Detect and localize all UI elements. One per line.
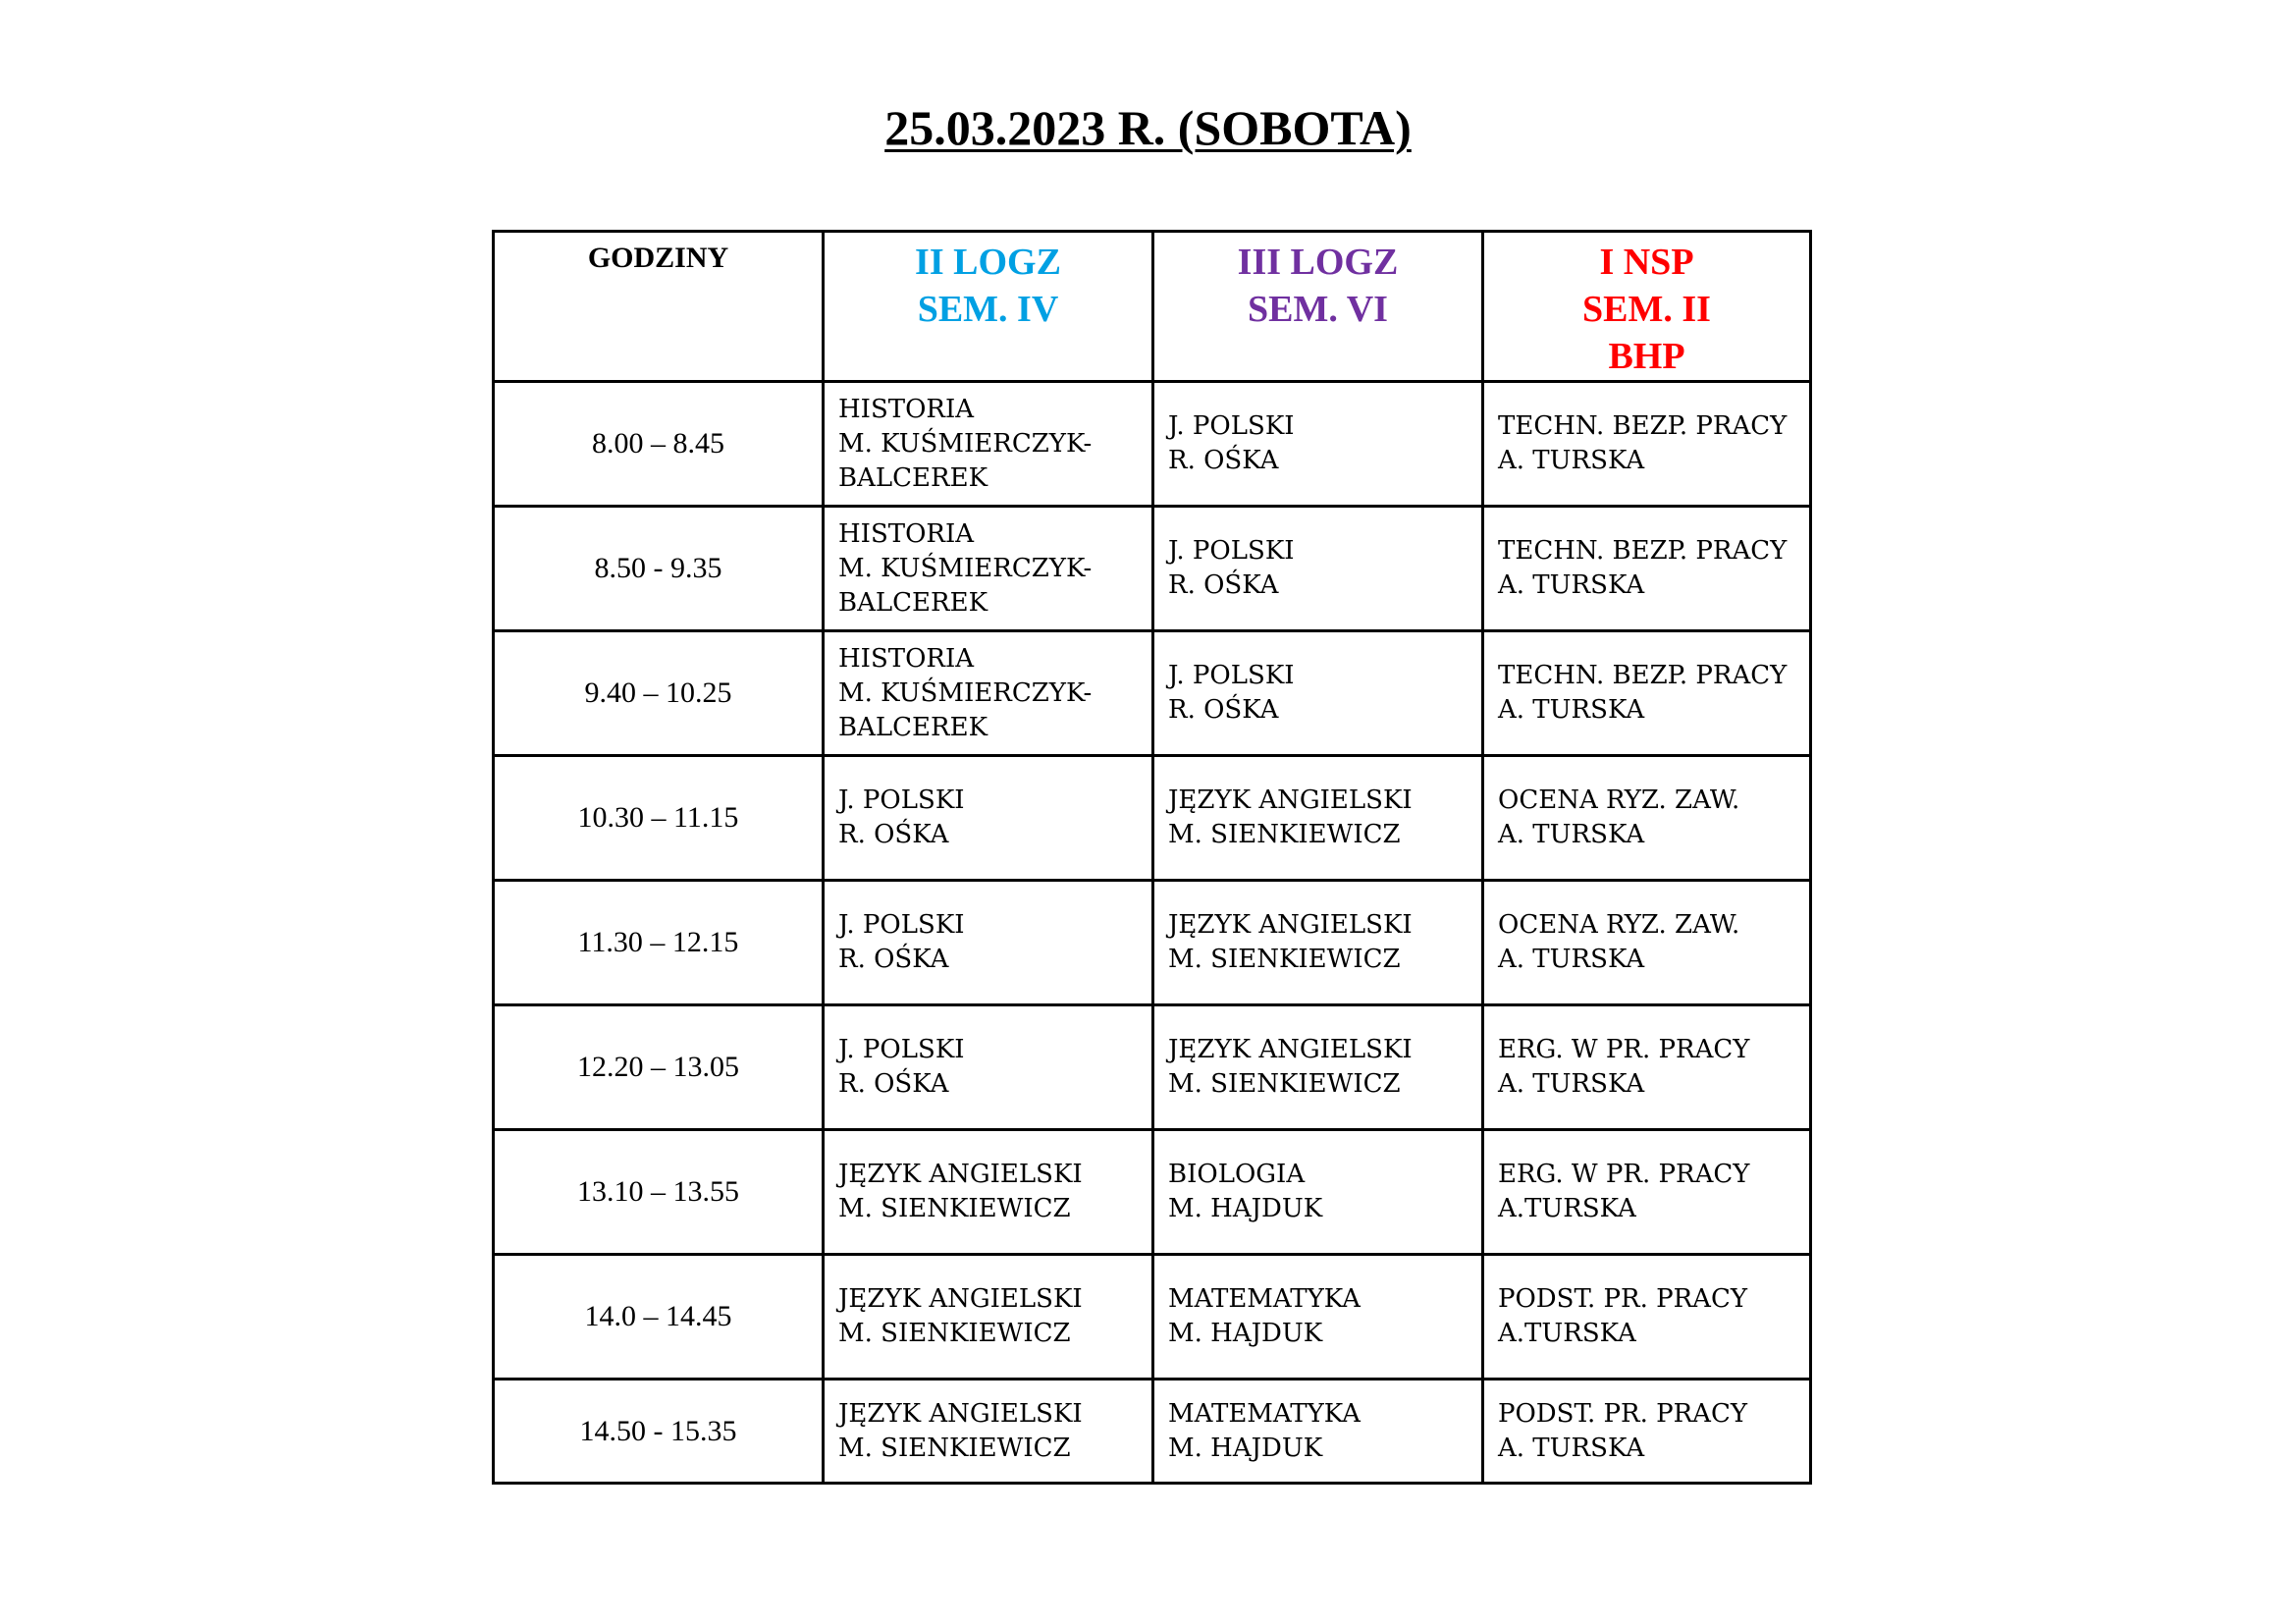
hours-column-header: GODZINY: [494, 232, 824, 382]
teacher-text: A. TURSKA: [1498, 570, 1645, 600]
subject-text: HISTORIA: [838, 518, 975, 549]
subject-text: J. POLSKI: [838, 1035, 965, 1064]
subject-text: TECHN. BEZP. PRACY: [1498, 536, 1788, 566]
subject-text: TECHN. BEZP. PRACY: [1498, 661, 1788, 690]
lesson-cell-iii-logz: [1153, 881, 1483, 1005]
teacher-text: M. KUŚMIERCZYK-: [838, 428, 1093, 459]
teacher-text: M. SIENKIEWICZ: [1168, 945, 1401, 974]
lesson-cell-i-nsp: [1483, 631, 1811, 756]
subject-text: PODST. PR. PRACY: [1498, 1284, 1748, 1314]
time-cell: 13.10 – 13.55: [494, 1130, 824, 1255]
teacher-text: M. SIENKIEWICZ: [838, 1194, 1071, 1223]
subject-text: JĘZYK ANGIELSKI: [1168, 785, 1413, 815]
group-header-line: III LOGZ: [1237, 242, 1399, 283]
subject-text: J. POLSKI: [1168, 411, 1295, 441]
table-row: [494, 382, 1811, 507]
time-cell: 8.00 – 8.45: [494, 382, 824, 507]
subject-text: TECHN. BEZP. PRACY: [1498, 411, 1788, 441]
subject-text: MATEMATYKA: [1168, 1398, 1361, 1429]
lesson-cell-iii-logz: [1153, 1005, 1483, 1130]
time-cell: 9.40 – 10.25: [494, 631, 824, 756]
group-header-i-nsp: [1483, 232, 1811, 382]
teacher-text: M. SIENKIEWICZ: [838, 1433, 1071, 1463]
teacher-text: R. OŚKA: [1168, 695, 1279, 725]
group-header-ii-logz: [824, 232, 1153, 382]
time-cell: 14.0 – 14.45: [494, 1255, 824, 1380]
schedule-table: [492, 230, 1812, 1485]
subject-text: JĘZYK ANGIELSKI: [1168, 1035, 1413, 1064]
teacher-text: R. OŚKA: [1168, 570, 1279, 600]
group-header-line: BHP: [1608, 336, 1685, 377]
schedule-body: [494, 382, 1811, 1484]
table-row: [494, 1380, 1811, 1484]
teacher-text: M. SIENKIEWICZ: [838, 1319, 1071, 1348]
teacher-text: A. TURSKA: [1498, 695, 1645, 725]
teacher-text: A. TURSKA: [1498, 1433, 1645, 1463]
lesson-cell-ii-logz: [824, 631, 1153, 756]
page-title: [0, 98, 2296, 157]
time-cell: 8.50 - 9.35: [494, 507, 824, 631]
subject-text: MATEMATYKA: [1168, 1284, 1361, 1314]
lesson-cell-iii-logz: [1153, 631, 1483, 756]
table-row: [494, 507, 1811, 631]
lesson-cell-ii-logz: [824, 756, 1153, 881]
teacher-text: A.TURSKA: [1498, 1194, 1636, 1223]
subject-text: ERG. W PR. PRACY: [1498, 1035, 1750, 1064]
time-cell: 11.30 – 12.15: [494, 881, 824, 1005]
teacher-text: A. TURSKA: [1498, 1069, 1645, 1099]
lesson-cell-ii-logz: [824, 382, 1153, 507]
subject-text: JĘZYK ANGIELSKI: [1168, 910, 1413, 940]
lesson-cell-i-nsp: [1483, 756, 1811, 881]
page-title-text: 25.03.2023 R. (SOBOTA): [884, 100, 1412, 155]
group-header-line: SEM. VI: [1248, 289, 1388, 330]
subject-text: J. POLSKI: [838, 910, 965, 940]
lesson-cell-i-nsp: [1483, 1005, 1811, 1130]
lesson-cell-ii-logz: [824, 881, 1153, 1005]
lesson-cell-iii-logz: [1153, 1130, 1483, 1255]
lesson-cell-ii-logz: [824, 1255, 1153, 1380]
lesson-cell-iii-logz: [1153, 507, 1483, 631]
subject-text: PODST. PR. PRACY: [1498, 1398, 1748, 1429]
teacher-text: R. OŚKA: [838, 820, 949, 849]
teacher-text: M. SIENKIEWICZ: [1168, 820, 1401, 849]
lesson-cell-i-nsp: [1483, 382, 1811, 507]
lesson-cell-i-nsp: [1483, 1255, 1811, 1380]
table-row: [494, 631, 1811, 756]
subject-text: JĘZYK ANGIELSKI: [838, 1284, 1083, 1314]
group-header-line: II LOGZ: [915, 242, 1061, 283]
teacher-text: A. TURSKA: [1498, 446, 1645, 475]
lesson-cell-iii-logz: [1153, 756, 1483, 881]
table-row: [494, 1255, 1811, 1380]
teacher-text: M. HAJDUK: [1168, 1319, 1323, 1348]
header-row: [494, 232, 1811, 382]
lesson-cell-i-nsp: [1483, 1130, 1811, 1255]
teacher-text: A. TURSKA: [1498, 945, 1645, 974]
lesson-cell-i-nsp: [1483, 1380, 1811, 1484]
lesson-cell-i-nsp: [1483, 507, 1811, 631]
subject-text: JĘZYK ANGIELSKI: [838, 1160, 1083, 1189]
group-header-iii-logz: [1153, 232, 1483, 382]
subject-text: ERG. W PR. PRACY: [1498, 1160, 1750, 1189]
lesson-cell-iii-logz: [1153, 1380, 1483, 1484]
group-header-line: SEM. II: [1582, 289, 1711, 330]
teacher-text: R. OŚKA: [838, 1069, 949, 1099]
lesson-cell-iii-logz: [1153, 1255, 1483, 1380]
subject-text: HISTORIA: [838, 643, 975, 674]
teacher-text: M. KUŚMIERCZYK-: [838, 553, 1093, 583]
table-row: [494, 1005, 1811, 1130]
lesson-cell-i-nsp: [1483, 881, 1811, 1005]
lesson-cell-ii-logz: [824, 507, 1153, 631]
subject-text: OCENA RYZ. ZAW.: [1498, 910, 1740, 940]
teacher-text: R. OŚKA: [1168, 446, 1279, 475]
subject-text: J. POLSKI: [1168, 536, 1295, 566]
subject-text: J. POLSKI: [838, 785, 965, 815]
group-header-line: I NSP: [1599, 242, 1694, 283]
teacher-text: BALCEREK: [838, 587, 988, 618]
subject-text: BIOLOGIA: [1168, 1160, 1306, 1189]
teacher-text: R. OŚKA: [838, 945, 949, 974]
teacher-text: A. TURSKA: [1498, 820, 1645, 849]
lesson-cell-ii-logz: [824, 1005, 1153, 1130]
time-cell: 12.20 – 13.05: [494, 1005, 824, 1130]
subject-text: HISTORIA: [838, 394, 975, 424]
lesson-cell-iii-logz: [1153, 382, 1483, 507]
table-row: [494, 756, 1811, 881]
time-cell: 10.30 – 11.15: [494, 756, 824, 881]
subject-text: J. POLSKI: [1168, 661, 1295, 690]
group-header-line: SEM. IV: [917, 289, 1059, 330]
teacher-text: M. SIENKIEWICZ: [1168, 1069, 1401, 1099]
teacher-text: BALCEREK: [838, 712, 988, 742]
subject-text: OCENA RYZ. ZAW.: [1498, 785, 1740, 815]
table-row: [494, 881, 1811, 1005]
teacher-text: M. HAJDUK: [1168, 1194, 1323, 1223]
teacher-text: A.TURSKA: [1498, 1319, 1636, 1348]
table-row: [494, 1130, 1811, 1255]
teacher-text: M. HAJDUK: [1168, 1433, 1323, 1463]
teacher-text: BALCEREK: [838, 462, 988, 493]
time-cell: 14.50 - 15.35: [494, 1380, 824, 1484]
teacher-text: M. KUŚMIERCZYK-: [838, 677, 1093, 708]
lesson-cell-ii-logz: [824, 1380, 1153, 1484]
subject-text: JĘZYK ANGIELSKI: [838, 1398, 1083, 1429]
lesson-cell-ii-logz: [824, 1130, 1153, 1255]
